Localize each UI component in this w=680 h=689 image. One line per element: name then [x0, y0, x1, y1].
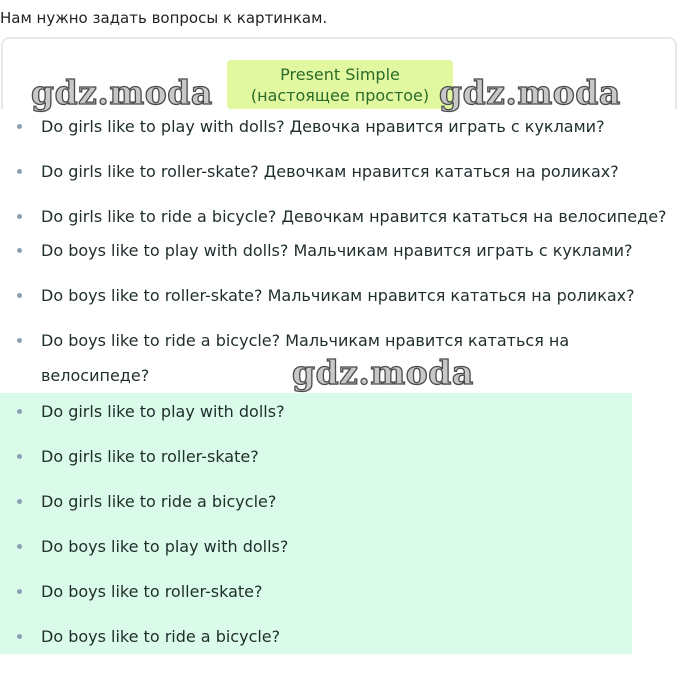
watermark-logo: gdz.moda [292, 353, 474, 392]
bullet-icon [17, 338, 22, 343]
question-text: Do boys like to roller-skate? Мальчикам нравится кататься на роликах? [41, 286, 635, 305]
bullet-icon [17, 454, 22, 459]
question-text: Do girls like to ride a bicycle? Девочкам нравится кататься на велосипеде? [41, 207, 667, 226]
watermark-logo: gdz.moda [31, 73, 213, 112]
bullet-icon [17, 634, 22, 639]
question-text: Do girls like to roller-skate? Девочкам нравится кататься на роликах? [41, 162, 619, 181]
question-text: Do boys like to ride a bicycle? Мальчикам нравится кататься на велосипеде? [41, 331, 570, 385]
bullet-icon [17, 544, 22, 549]
bullet-icon [17, 409, 22, 414]
bullet-icon [17, 293, 22, 298]
bullet-icon [17, 124, 22, 129]
watermark-logo: gdz.moda [439, 73, 621, 112]
question-text: Do girls like to play with dolls? [41, 402, 285, 421]
bullet-icon [17, 214, 22, 219]
question-text: Do boys like to ride a bicycle? [41, 627, 281, 646]
bullet-icon [17, 248, 22, 253]
tense-translation: (настоящее простое) [250, 86, 430, 105]
intro-text: Нам нужно задать вопросы к картинкам. [0, 9, 328, 27]
question-text: Do boys like to roller-skate? [41, 582, 263, 601]
question-text: Do boys like to play with dolls? [41, 537, 289, 556]
question-text: Do girls like to roller-skate? [41, 447, 259, 466]
tense-badge [227, 60, 453, 109]
tense-name: Present Simple [280, 65, 400, 84]
question-text: Do boys like to play with dolls? Мальчикам нравится играть с куклами? [41, 241, 633, 260]
question-text: Do girls like to ride a bicycle? [41, 492, 277, 511]
bullet-icon [17, 589, 22, 594]
question-text: Do girls like to play with dolls? Девочка нравится играть с куклами? [41, 117, 605, 136]
bullet-icon [17, 169, 22, 174]
bullet-icon [17, 499, 22, 504]
answers-panel [0, 393, 632, 654]
